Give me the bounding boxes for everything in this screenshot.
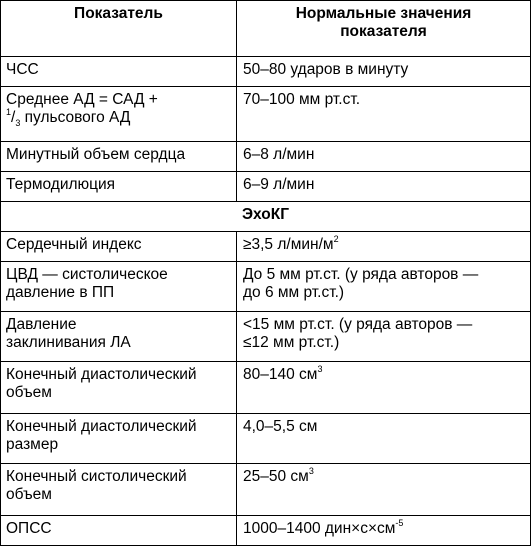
table-row bbox=[1, 515, 530, 545]
indicator-cell bbox=[1, 87, 237, 141]
indicator-cell bbox=[1, 516, 237, 545]
normal-value-line1: <15 мм рт.ст. (у ряда авторов — bbox=[243, 316, 473, 333]
indicator-cell bbox=[1, 142, 237, 171]
indicator-name-line1: Конечный систолический bbox=[6, 468, 187, 485]
normal-value-line2: до 6 мм рт.ст.) bbox=[243, 284, 345, 301]
normal-value: 25–50 $см^3$ bbox=[243, 466, 314, 485]
value-cell bbox=[237, 142, 530, 171]
normal-value: 80–140 $см^3$ bbox=[243, 364, 323, 383]
indicator-name-line1: Конечный диастолический bbox=[6, 366, 197, 383]
header-normal-values-label-line1: Нормальные значения bbox=[295, 5, 472, 22]
section-row-echocg bbox=[1, 201, 530, 231]
indicator-cell bbox=[1, 262, 237, 311]
indicator-name-line2: объем bbox=[6, 384, 52, 401]
normal-value: 4,0–5,5 см bbox=[243, 418, 318, 435]
indicator-name-line2: давление в ПП bbox=[6, 284, 115, 301]
header-indicator-label: Показатель bbox=[74, 5, 163, 22]
normal-value: ≥3,5 $л/мин/м^2$ bbox=[243, 234, 339, 253]
table-row bbox=[1, 413, 530, 463]
indicator-name: Сердечный индекс bbox=[6, 236, 142, 253]
table-row bbox=[1, 311, 530, 361]
indicator-name-line2: заклинивания ЛА bbox=[6, 334, 131, 351]
normal-value-line1: До 5 мм рт.ст. (у ряда авторов — bbox=[243, 266, 479, 283]
table-row bbox=[1, 463, 530, 515]
header-indicator-cell bbox=[1, 1, 237, 56]
indicator-name-line2: $^1/_3$ пульсового АД bbox=[6, 107, 131, 128]
indicator-cell bbox=[1, 232, 237, 261]
value-cell bbox=[237, 516, 530, 545]
indicator-cell bbox=[1, 172, 237, 201]
value-cell bbox=[237, 57, 530, 86]
indicator-name: ОПСС bbox=[6, 520, 52, 537]
table-row bbox=[1, 141, 530, 171]
header-normal-values-cell bbox=[237, 1, 530, 56]
table-row bbox=[1, 261, 530, 311]
section-heading: ЭхоКГ bbox=[242, 206, 289, 223]
value-cell bbox=[237, 262, 530, 311]
indicator-name: Термодилюция bbox=[6, 176, 116, 193]
normal-value: 50–80 ударов в минуту bbox=[243, 61, 409, 78]
table-row bbox=[1, 86, 530, 141]
normal-value: 6–9 л/мин bbox=[243, 176, 315, 193]
value-cell bbox=[237, 464, 530, 515]
value-cell bbox=[237, 362, 530, 413]
table-header-row bbox=[1, 1, 530, 56]
value-cell bbox=[237, 312, 530, 361]
indicator-cell bbox=[1, 414, 237, 463]
indicator-name: Минутный объем сердца bbox=[6, 146, 186, 163]
value-cell bbox=[237, 414, 530, 463]
header-normal-values-label-line2: показателя bbox=[340, 23, 427, 40]
indicator-cell bbox=[1, 464, 237, 515]
table-row bbox=[1, 361, 530, 413]
table-row bbox=[1, 231, 530, 261]
indicator-name-line1: Конечный диастолический bbox=[6, 418, 197, 435]
indicator-name-line1: Среднее АД = САД + bbox=[6, 91, 158, 108]
normal-value: 1000–1400 $дин\times с\times см^{-5}$ bbox=[243, 518, 404, 537]
indicator-cell bbox=[1, 362, 237, 413]
indicator-name-line2: объем bbox=[6, 486, 52, 503]
value-cell bbox=[237, 232, 530, 261]
normal-value: 6–8 л/мин bbox=[243, 146, 315, 163]
table-row bbox=[1, 56, 530, 86]
indicator-name-line2: размер bbox=[6, 436, 59, 453]
normal-value: 70–100 мм рт.ст. bbox=[243, 91, 361, 108]
value-cell bbox=[237, 87, 530, 141]
table-row bbox=[1, 171, 530, 201]
value-cell bbox=[237, 172, 530, 201]
normal-value-line2: ≤12 мм рт.ст.) bbox=[243, 334, 340, 351]
indicator-name: ЧСС bbox=[6, 61, 39, 78]
fraction-one-third: $^1/_3$ bbox=[6, 107, 21, 128]
indicator-name-line1: Давление bbox=[6, 316, 77, 333]
indicator-cell bbox=[1, 57, 237, 86]
indicator-name-line1: ЦВД — систолическое bbox=[6, 266, 168, 283]
indicator-cell bbox=[1, 312, 237, 361]
